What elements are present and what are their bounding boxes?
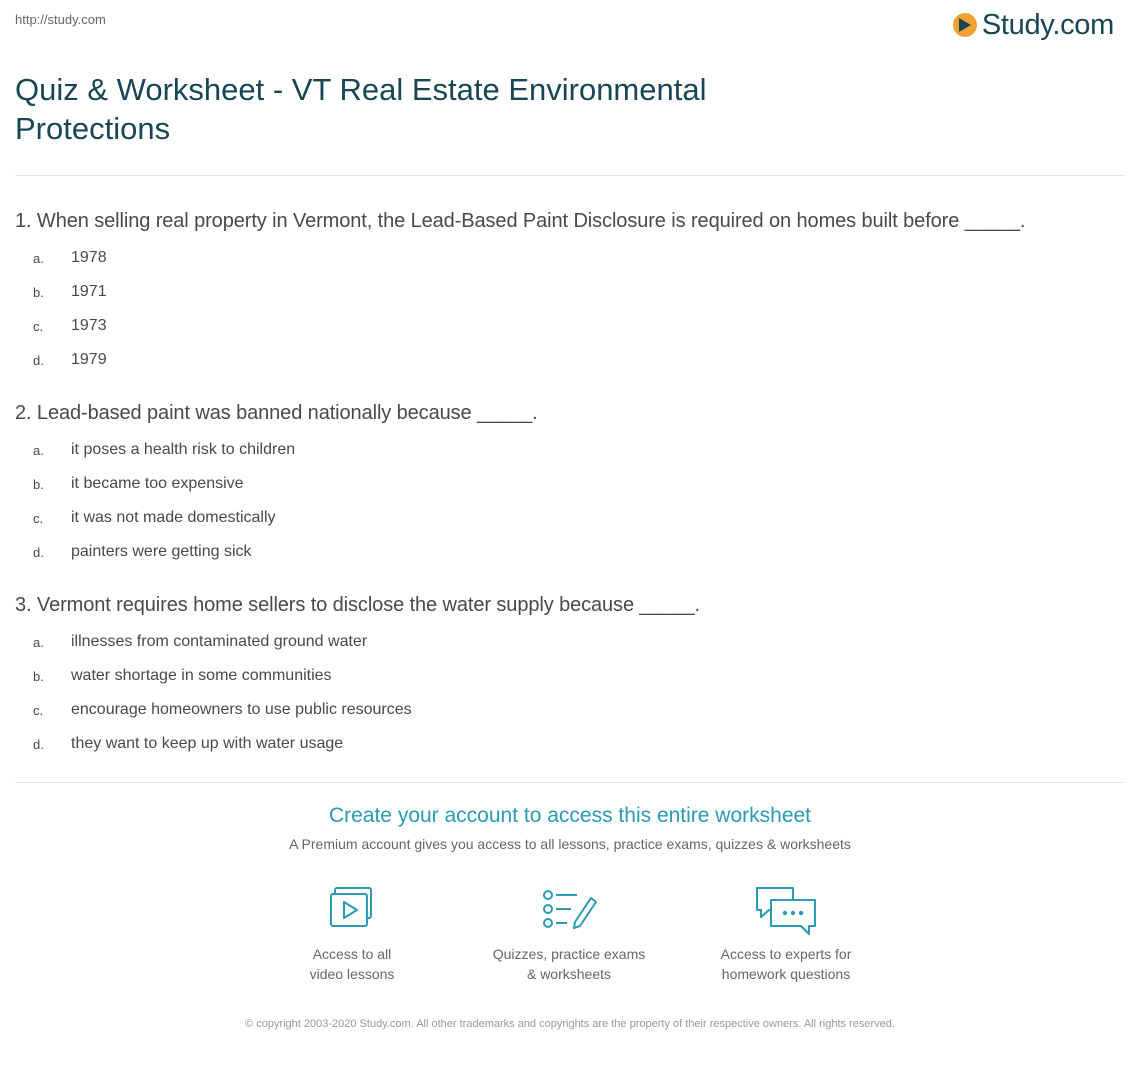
answer-option[interactable] xyxy=(15,467,1130,501)
study-logo[interactable] xyxy=(953,8,1114,42)
option-text: painters were getting sick xyxy=(71,543,252,560)
option-letter: d. xyxy=(33,544,44,560)
option-text: 1971 xyxy=(71,283,107,300)
answer-option[interactable] xyxy=(15,625,1130,659)
feature-label-line1: Access to experts for xyxy=(720,946,852,962)
answer-option[interactable] xyxy=(15,727,1130,761)
feature-experts xyxy=(686,884,886,984)
option-text: 1978 xyxy=(71,249,107,266)
option-letter: a. xyxy=(33,250,44,266)
option-text: they want to keep up with water usage xyxy=(71,735,344,752)
chat-bubbles-icon xyxy=(753,884,819,936)
option-text: illnesses from contaminated ground water xyxy=(71,633,368,650)
question-text: 2. Lead-based paint was banned nationally because _____. xyxy=(15,402,538,424)
play-logo-icon xyxy=(953,13,977,37)
answer-option[interactable] xyxy=(15,241,1130,275)
option-text: it became too expensive xyxy=(71,475,244,492)
option-letter: d. xyxy=(33,736,44,752)
option-letter: b. xyxy=(33,668,44,684)
question-text: 1. When selling real property in Vermont, the Lead-Based Paint Disclosure is required on homes built before _____. xyxy=(15,210,1026,232)
page-url: http://study.com xyxy=(15,12,106,27)
feature-label-line2: video lessons xyxy=(309,966,395,982)
option-text: water shortage in some communities xyxy=(71,667,332,684)
option-letter: a. xyxy=(33,442,44,458)
feature-label-line1: Access to all xyxy=(312,946,392,962)
question-3 xyxy=(15,592,1130,761)
answer-option[interactable] xyxy=(15,659,1130,693)
divider-bottom xyxy=(15,782,1125,783)
option-text: 1973 xyxy=(71,317,107,334)
question-2 xyxy=(15,400,1130,569)
copyright-text: © copyright 2003-2020 Study.com. All other trademarks and copyrights are the property of their respective owners. All rights reserved. xyxy=(245,1018,895,1030)
option-letter: b. xyxy=(33,284,44,300)
answer-option[interactable] xyxy=(15,535,1130,569)
page-title: Quiz & Worksheet - VT Real Estate Environmental Protections xyxy=(15,72,707,146)
answer-option[interactable] xyxy=(15,343,1130,377)
feature-quizzes xyxy=(469,884,669,984)
quiz-checklist-icon xyxy=(539,884,599,936)
question-1 xyxy=(15,208,1130,377)
answer-option[interactable] xyxy=(15,275,1130,309)
feature-label-line2: & worksheets xyxy=(526,966,612,982)
feature-label-line1: Quizzes, practice exams xyxy=(492,946,646,962)
answer-option[interactable] xyxy=(15,693,1130,727)
answer-option[interactable] xyxy=(15,309,1130,343)
logo-text: Study.com xyxy=(981,8,1114,41)
option-letter: c. xyxy=(33,510,44,526)
feature-label-line2: homework questions xyxy=(721,966,851,982)
option-letter: a. xyxy=(33,634,44,650)
answer-option[interactable] xyxy=(15,501,1130,535)
option-text: encourage homeowners to use public resources xyxy=(71,701,412,718)
option-letter: c. xyxy=(33,318,44,334)
cta-title[interactable]: Create your account to access this entire worksheet xyxy=(328,804,812,827)
answer-option[interactable] xyxy=(15,433,1130,467)
question-text: 3. Vermont requires home sellers to disclose the water supply because _____. xyxy=(15,594,701,616)
option-text: 1979 xyxy=(71,351,107,368)
feature-video-lessons xyxy=(252,884,452,984)
divider-top xyxy=(15,175,1125,176)
option-letter: d. xyxy=(33,352,44,368)
option-text: it was not made domestically xyxy=(71,509,276,526)
cta-subtitle: A Premium account gives you access to all lessons, practice exams, quizzes & worksheets xyxy=(289,836,851,852)
option-text: it poses a health risk to children xyxy=(71,441,296,458)
option-letter: b. xyxy=(33,476,44,492)
video-lesson-icon xyxy=(322,884,382,936)
option-letter: c. xyxy=(33,702,44,718)
